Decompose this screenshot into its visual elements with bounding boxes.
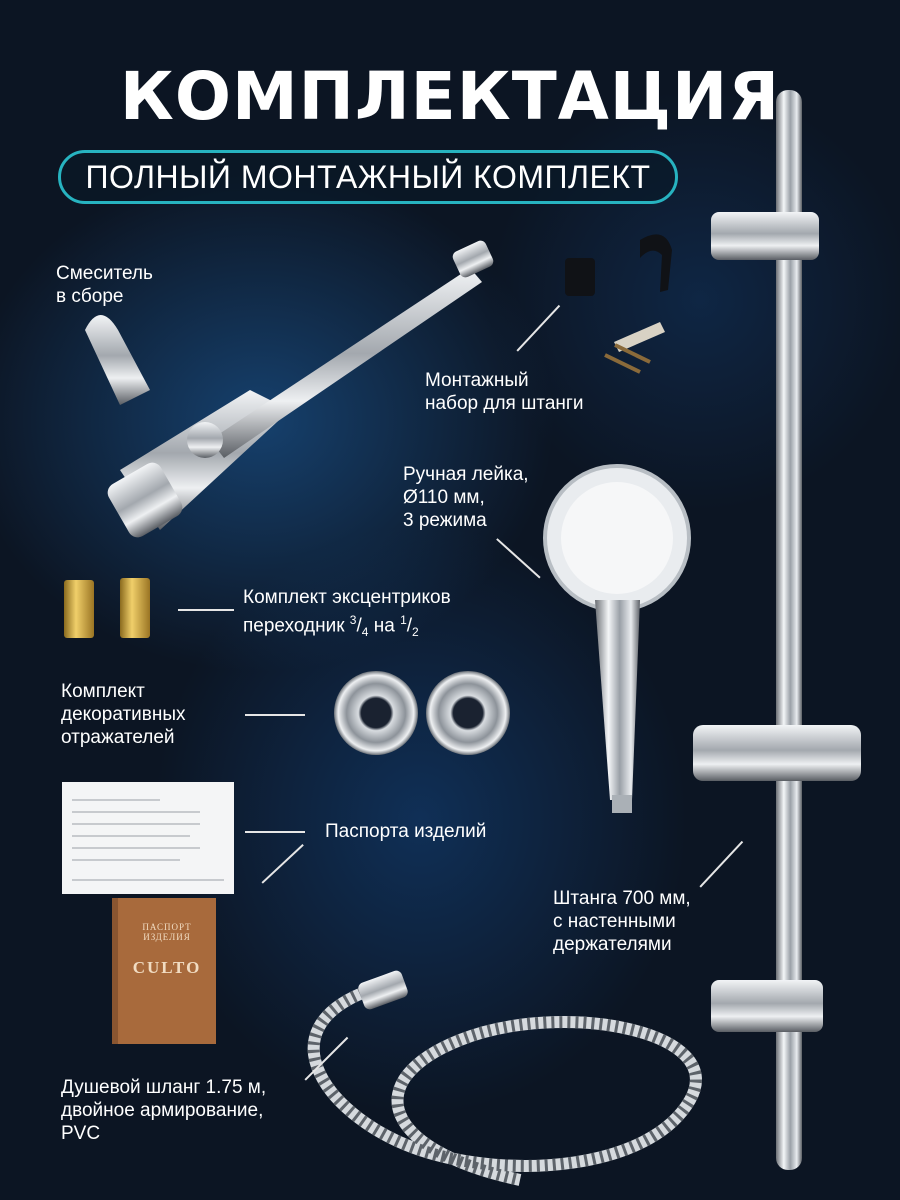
callout-line-eccentrics bbox=[178, 609, 234, 611]
fraction2-slash: / bbox=[406, 615, 413, 637]
passport-booklet-line2: ИЗДЕЛИЯ bbox=[143, 932, 191, 942]
mount-kit-illustration bbox=[565, 234, 672, 372]
label-bar-line2: с настенными bbox=[553, 911, 676, 932]
fraction1-denominator: 4 bbox=[361, 625, 369, 640]
label-mixer-line2: в сборе bbox=[56, 286, 124, 307]
label-hose-line1: Душевой шланг 1.75 м, bbox=[61, 1077, 267, 1098]
label-eccentrics-prefix: переходник bbox=[243, 615, 350, 637]
label-hand-shower bbox=[403, 463, 529, 532]
label-eccentrics-middle: на bbox=[368, 615, 401, 637]
page-title: КОМПЛЕКТАЦИЯ bbox=[119, 58, 781, 135]
label-bar bbox=[553, 887, 691, 956]
hose-illustration bbox=[314, 969, 696, 1180]
label-eccentrics bbox=[243, 586, 451, 644]
instruction-sheet-illustration bbox=[62, 782, 234, 894]
label-reflectors-line1: Комплект bbox=[61, 681, 145, 702]
label-mount-kit-line1: Монтажный bbox=[425, 370, 529, 391]
label-eccentrics-line1: Комплект эксцентриков bbox=[243, 587, 451, 608]
label-bar-line1: Штанга 700 мм, bbox=[553, 888, 691, 909]
fraction1-slash: / bbox=[356, 615, 362, 637]
subtitle-text: ПОЛНЫЙ МОНТАЖНЫЙ КОМПЛЕКТ bbox=[85, 158, 651, 195]
fraction2-numerator: 1 bbox=[400, 613, 407, 627]
subtitle-pill bbox=[58, 150, 678, 204]
label-hand-shower-line2: Ø110 мм, bbox=[403, 487, 485, 508]
label-mount-kit bbox=[425, 369, 583, 415]
label-hose-line2: двойное армирование, bbox=[61, 1100, 264, 1121]
label-mixer bbox=[56, 262, 153, 308]
label-reflectors bbox=[61, 680, 186, 749]
reflectors-illustration bbox=[334, 671, 510, 755]
eccentrics-illustration bbox=[64, 578, 150, 638]
label-hand-shower-line3: 3 режима bbox=[403, 510, 487, 531]
fraction1-numerator: 3 bbox=[349, 613, 357, 627]
label-hand-shower-line1: Ручная лейка, bbox=[403, 464, 529, 485]
callout-line-reflectors bbox=[245, 714, 305, 716]
label-bar-line3: держателями bbox=[553, 934, 672, 955]
passport-booklet-text bbox=[118, 922, 216, 978]
passport-booklet-brand: CULTO bbox=[132, 958, 202, 977]
label-mount-kit-line2: набор для штанги bbox=[425, 393, 584, 414]
hand-shower-illustration bbox=[545, 466, 689, 813]
label-hose-line3: PVC bbox=[61, 1123, 101, 1144]
passport-booklet-line1: ПАСПОРТ bbox=[142, 922, 192, 932]
label-reflectors-line3: отражателей bbox=[61, 727, 175, 748]
label-hose bbox=[61, 1076, 266, 1145]
callout-line-passports-1 bbox=[245, 831, 305, 833]
fraction2-denominator: 2 bbox=[412, 625, 419, 640]
label-mixer-line1: Смеситель bbox=[56, 263, 153, 284]
label-reflectors-line2: декоративных bbox=[61, 704, 186, 725]
shower-bar-illustration bbox=[693, 90, 861, 1170]
label-eccentrics-line2 bbox=[243, 609, 451, 644]
label-passports: Паспорта изделий bbox=[325, 821, 487, 842]
